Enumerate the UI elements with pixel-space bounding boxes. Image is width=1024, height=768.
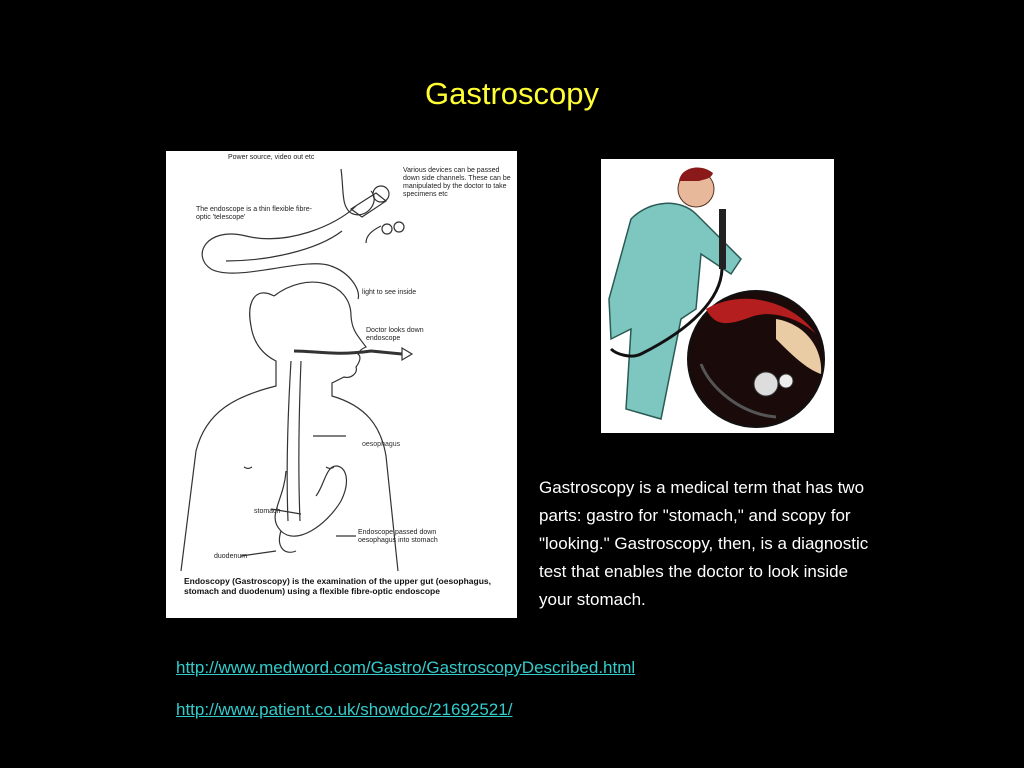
label-stomach: stomach — [254, 508, 281, 515]
endoscopy-diagram — [166, 151, 517, 618]
label-devices: Various devices can be passed down side channels. These can be manipulated by the doctor to take specimens etc — [403, 167, 511, 198]
description-text: Gastroscopy is a medical term that has two parts: gastro for "stomach," and scopy for "looking." Gastroscopy, then, is a diagnostic test that enables the doctor to look inside your stomach. — [539, 478, 869, 609]
diagram-caption: Endoscopy (Gastroscopy) is the examination of the upper gut (oesophagus, stomach and duodenum) using a flexible fibre-optic endoscope — [184, 576, 491, 596]
label-endoscope: The endoscope is a thin flexible fibre-optic 'telescope' — [196, 206, 312, 221]
doctor-illustration — [601, 159, 834, 433]
oesophagus-label: oesophagus — [362, 441, 401, 448]
doctor-illustration-drawing — [601, 159, 834, 433]
label-power: Power source, video out etc — [228, 154, 315, 161]
link-patient[interactable]: http://www.patient.co.uk/showdoc/21692521/ — [176, 700, 513, 719]
label-doctor-looks: Doctor looks down endoscope — [366, 327, 424, 342]
label-duodenum: duodenum — [214, 553, 248, 560]
label-light: light to see inside — [362, 289, 417, 296]
slide-title: Gastroscopy — [424, 76, 599, 111]
label-passed-down: Endoscope passed down oesophagus into stomach — [358, 529, 438, 544]
link-medword[interactable]: http://www.medword.com/Gastro/GastroscopyDescribed.html — [176, 658, 636, 677]
